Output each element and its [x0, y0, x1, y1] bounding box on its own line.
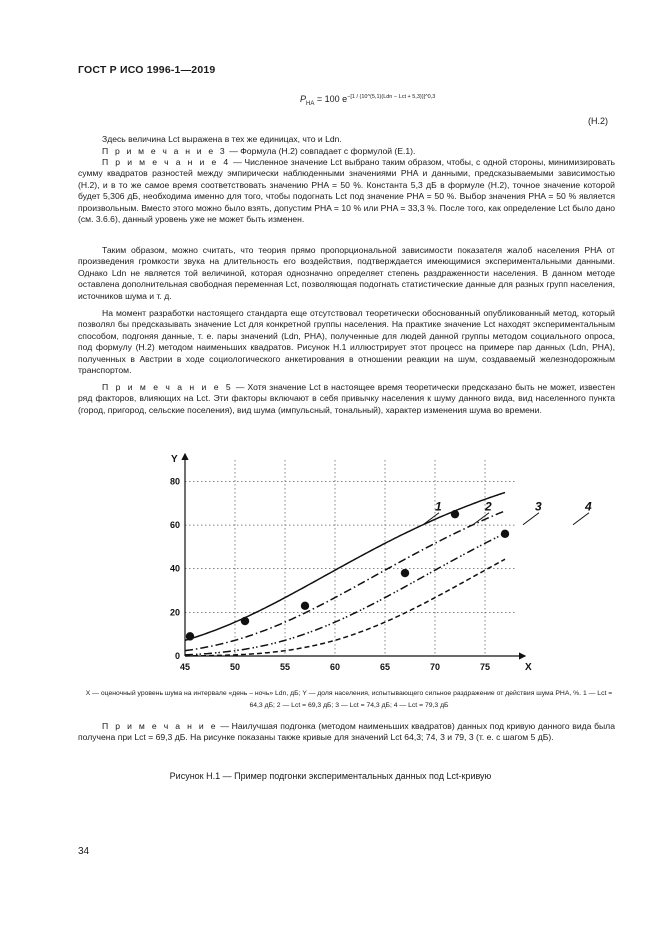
note-5-text: — Хотя значение Lct в настоящее время теоретически предсказано быть не может, известен ряд факторов, влияющих на Lct. Эти факторы включают в себя привычку населения к шуму данного вида, вид населенного пункта (город, пригород, сельские поселения), вид шума (импульсный, тональный), характер изменения шума во времени. [78, 382, 615, 415]
note-4-text: — Численное значение Lct выбрано таким образом, чтобы, с одной стороны, минимизировать сумму квадратов разностей между эмпирически наблюденными значениями PHA и данными, предсказываемыми зависимостью (H.2), и в то же самое время соответствовать значению PHA = 50 %. Константа 5,3 дБ в формуле (H.2), точное значение которой будет 5,306 дБ, необходима именно для того, чтобы подогнать Lct под значение PHA = 50 %. Выбор значения PHA = 50 % является произвольным. Вместо этого можно было взять, допустим PHA = 10 % или PHA = 33,3 %. После того, как определение Lct было дано (см. 3.6.6), данный уровень уже не может быть изменен. [78, 157, 615, 225]
x-tick-label-65: 65 [379, 662, 391, 672]
x-tick-label-50: 50 [229, 662, 241, 672]
note-4-label: П р и м е ч а н и е 4 [102, 157, 231, 167]
data-point-1 [186, 632, 194, 640]
formula-exponent: −[1 / (10^(5,1)(Ldn − Lct + 5,3))]^0,3 [347, 94, 436, 100]
y-tick-label-20: 20 [169, 607, 180, 618]
paragraph-2: Таким образом, можно считать, что теория прямо пропорциональной зависимости показателя жалоб населения PHA от произведения громкости звука на длительность его воздействия, подтверждается имеющимися экспериментальными данными. Однако Ldn не является той величиной, которая однозначно определяет степень раздраженности населения. В данном методе оставлена дополнительная свободная переменная Lct, позволяющая подогнать статистические данные для разных групп населения, источников шума и т. д. [78, 245, 615, 301]
y-axis-title: Y [171, 454, 178, 465]
curve-2 [185, 511, 505, 651]
note-final-text: — Наилучшая подгонка (методом наименьших квадратов) данных под кривую данного вида была получена при Lct = 69,3 дБ. На рисунке показаны также кривые для значений Lct 64,3; 74, 3 и 79, 3 (т. е. с шагом 5 дБ). [78, 721, 615, 743]
note-final-label: П р и м е ч а н и е [102, 721, 218, 731]
y-tick-label-60: 60 [169, 520, 180, 531]
formula-lhs-sub: HA [306, 100, 315, 107]
formula-h2 [300, 94, 435, 107]
chart-ticks [170, 476, 490, 672]
y-tick-label-40: 40 [169, 563, 180, 574]
x-tick-label-70: 70 [429, 662, 441, 672]
curve-4-leader [573, 513, 589, 525]
paragraph-3: На момент разработки настоящего стандарта еще отсутствовал теоретически обоснованный опубликованный метод, который позволял бы предсказывать значение Lct для конкретной группы населения. На практике значение Lct находят экспериментальным способом, подгоняя данные, т. е. пары значений (Ldn, PHA), полученные для людей данной группы методом социального опроса, под формулу (H.2) методом наименьших квадратов. Рисунок H.1 иллюстрирует этот процесс на примере пар данных (Ldn, PHA), полученных в Австрии в ходе социологического анкетирования в отношении реакции на шум, создаваемый железнодорожным транспортом. [78, 308, 615, 376]
note-final [78, 721, 615, 744]
chart-points [186, 510, 509, 641]
curve-3-label: 3 [535, 499, 542, 514]
chart-curve-labels [423, 500, 592, 525]
x-tick-label-75: 75 [479, 662, 491, 672]
data-point-2 [241, 617, 249, 625]
x-tick-label-60: 60 [329, 662, 341, 672]
y-tick-label-80: 80 [169, 476, 180, 487]
formula-eq: = 100 e [314, 94, 348, 104]
note-4 [78, 157, 615, 225]
chart-axes [171, 454, 532, 673]
data-point-4 [401, 569, 409, 577]
note-3-label: П р и м е ч а н и е 3 [102, 146, 227, 156]
note-3 [78, 146, 615, 157]
y-tick-label-0: 0 [174, 651, 180, 661]
paragraph-1: Здесь величина Lct выражена в тех же единицах, что и Ldn. [102, 134, 342, 144]
formula-lhs: P [300, 94, 307, 104]
curve-2-label: 2 [485, 499, 492, 514]
figure-title: Рисунок H.1 — Пример подгонки экспериментальных данных под Lct-кривую [169, 771, 492, 781]
data-point-6 [501, 530, 509, 538]
data-point-3 [301, 602, 309, 610]
figure-caption: X — оценочный уровень шума на интервале «день – ночь» Ldn, дБ; Y — доля населения, испытывающего сильное раздражение от действия шума PHA, %. 1 — Lct = 64,3 дБ; 2 — Lct = 69,3 дБ; 3 — Lct = 74,3 дБ; 4 — Lct = 79,3 дБ [85, 690, 613, 709]
note-5-label: П р и м е ч а н и е 5 [102, 382, 233, 392]
x-tick-label-45: 45 [179, 662, 191, 672]
note-5 [78, 382, 615, 416]
figure-h1-chart [150, 448, 592, 684]
curve-4-label: 4 [585, 499, 592, 514]
x-axis-title: X [525, 662, 532, 673]
x-tick-label-55: 55 [279, 662, 291, 672]
formula-number: (H.2) [588, 116, 608, 126]
curve-1-label: 1 [435, 499, 442, 514]
document-header: ГОСТ Р ИСО 1996-1—2019 [78, 64, 216, 76]
chart-grid [185, 460, 515, 656]
note-3-text: — Формула (H.2) совпадает с формулой (E.1). [226, 146, 416, 156]
page-number: 34 [78, 846, 90, 857]
curve-3-leader [523, 513, 539, 525]
data-point-5 [451, 510, 459, 518]
